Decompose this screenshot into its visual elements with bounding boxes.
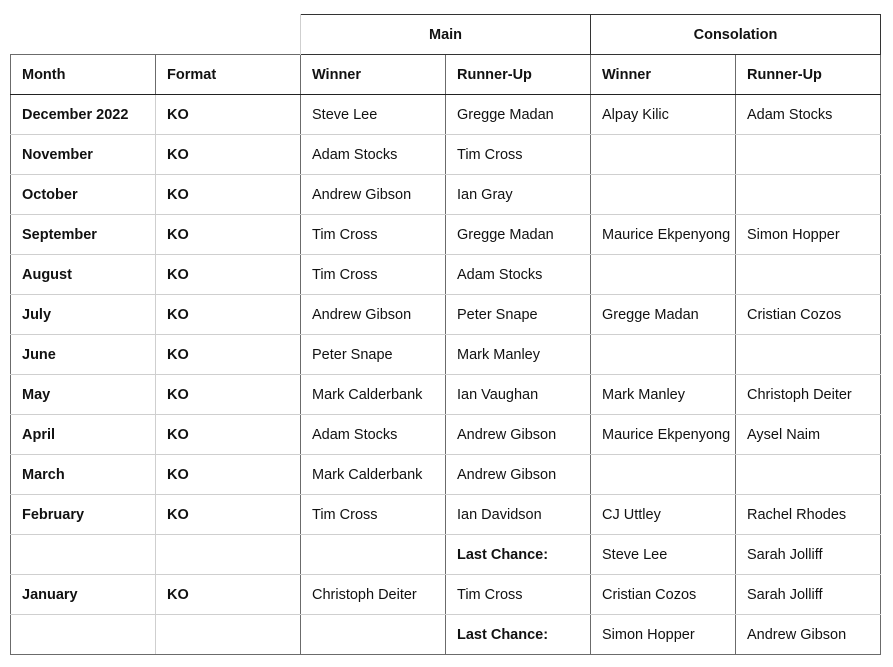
cell-main-runner-up: Peter Snape <box>446 295 591 335</box>
cell-main-winner: Andrew Gibson <box>301 295 446 335</box>
cell-consolation-winner <box>591 255 736 295</box>
last-chance-row <box>11 615 881 655</box>
cell-consolation-runner-up: Aysel Naim <box>736 415 881 455</box>
table-row <box>11 375 881 415</box>
cell-consolation-winner <box>591 335 736 375</box>
cell-consolation-runner-up: Christoph Deiter <box>736 375 881 415</box>
cell-consolation-runner-up: Sarah Jolliff <box>736 575 881 615</box>
table-row <box>11 335 881 375</box>
cell-main-runner-up: Last Chance: <box>446 615 591 655</box>
cell-format: KO <box>156 575 301 615</box>
cell-consolation-runner-up: Sarah Jolliff <box>736 535 881 575</box>
group-blank-cell <box>156 15 301 55</box>
cell-month <box>11 615 156 655</box>
table-row <box>11 575 881 615</box>
cell-consolation-runner-up: Cristian Cozos <box>736 295 881 335</box>
cell-format: KO <box>156 135 301 175</box>
cell-month: October <box>11 175 156 215</box>
cell-month: April <box>11 415 156 455</box>
results-table <box>10 14 881 655</box>
cell-main-runner-up: Tim Cross <box>446 135 591 175</box>
table-row <box>11 135 881 175</box>
cell-main-winner: Andrew Gibson <box>301 175 446 215</box>
cell-consolation-runner-up: Andrew Gibson <box>736 615 881 655</box>
cell-main-runner-up: Last Chance: <box>446 535 591 575</box>
cell-month: May <box>11 375 156 415</box>
cell-main-winner: Tim Cross <box>301 495 446 535</box>
cell-month: January <box>11 575 156 615</box>
cell-consolation-winner <box>591 455 736 495</box>
cell-main-winner: Steve Lee <box>301 95 446 135</box>
cell-consolation-winner: Steve Lee <box>591 535 736 575</box>
cell-consolation-winner: Maurice Ekpenyong <box>591 415 736 455</box>
group-header-row <box>11 15 881 55</box>
cell-month: December 2022 <box>11 95 156 135</box>
cell-consolation-runner-up <box>736 175 881 215</box>
cell-month: August <box>11 255 156 295</box>
cell-main-winner: Peter Snape <box>301 335 446 375</box>
cell-month: November <box>11 135 156 175</box>
group-consolation-header: Consolation <box>591 15 881 55</box>
header-month: Month <box>11 55 156 95</box>
cell-format: KO <box>156 215 301 255</box>
group-blank-cell <box>11 15 156 55</box>
cell-main-winner: Christoph Deiter <box>301 575 446 615</box>
cell-consolation-winner: CJ Uttley <box>591 495 736 535</box>
cell-month: March <box>11 455 156 495</box>
cell-main-winner: Mark Calderbank <box>301 455 446 495</box>
cell-consolation-runner-up <box>736 455 881 495</box>
table-row <box>11 215 881 255</box>
cell-consolation-winner: Gregge Madan <box>591 295 736 335</box>
cell-main-runner-up: Tim Cross <box>446 575 591 615</box>
header-consolation-winner: Winner <box>591 55 736 95</box>
cell-format: KO <box>156 335 301 375</box>
cell-main-runner-up: Gregge Madan <box>446 215 591 255</box>
cell-consolation-runner-up: Simon Hopper <box>736 215 881 255</box>
cell-consolation-winner: Alpay Kilic <box>591 95 736 135</box>
cell-main-runner-up: Ian Davidson <box>446 495 591 535</box>
cell-consolation-runner-up <box>736 135 881 175</box>
cell-consolation-runner-up <box>736 335 881 375</box>
table-row <box>11 495 881 535</box>
cell-main-runner-up: Ian Vaughan <box>446 375 591 415</box>
cell-format: KO <box>156 415 301 455</box>
header-format: Format <box>156 55 301 95</box>
cell-consolation-winner <box>591 175 736 215</box>
cell-format: KO <box>156 175 301 215</box>
cell-main-winner: Adam Stocks <box>301 415 446 455</box>
cell-main-winner: Adam Stocks <box>301 135 446 175</box>
group-main-header: Main <box>301 15 591 55</box>
cell-consolation-winner: Simon Hopper <box>591 615 736 655</box>
cell-consolation-runner-up: Adam Stocks <box>736 95 881 135</box>
cell-month: June <box>11 335 156 375</box>
cell-main-winner <box>301 535 446 575</box>
cell-main-runner-up: Gregge Madan <box>446 95 591 135</box>
cell-main-winner: Tim Cross <box>301 255 446 295</box>
cell-consolation-winner: Cristian Cozos <box>591 575 736 615</box>
cell-consolation-runner-up <box>736 255 881 295</box>
cell-main-winner: Tim Cross <box>301 215 446 255</box>
cell-main-winner: Mark Calderbank <box>301 375 446 415</box>
cell-month: September <box>11 215 156 255</box>
cell-month <box>11 535 156 575</box>
header-main-winner: Winner <box>301 55 446 95</box>
header-main-runner-up: Runner-Up <box>446 55 591 95</box>
table-row <box>11 415 881 455</box>
cell-format: KO <box>156 495 301 535</box>
cell-month: February <box>11 495 156 535</box>
table-row <box>11 255 881 295</box>
last-chance-row <box>11 535 881 575</box>
cell-format: KO <box>156 95 301 135</box>
cell-consolation-winner: Mark Manley <box>591 375 736 415</box>
cell-consolation-runner-up: Rachel Rhodes <box>736 495 881 535</box>
cell-consolation-winner: Maurice Ekpenyong <box>591 215 736 255</box>
cell-format <box>156 535 301 575</box>
cell-month: July <box>11 295 156 335</box>
cell-format: KO <box>156 455 301 495</box>
cell-format: KO <box>156 255 301 295</box>
cell-main-winner <box>301 615 446 655</box>
cell-main-runner-up: Ian Gray <box>446 175 591 215</box>
cell-main-runner-up: Andrew Gibson <box>446 455 591 495</box>
header-consolation-runner-up: Runner-Up <box>736 55 881 95</box>
cell-format: KO <box>156 295 301 335</box>
table-row <box>11 175 881 215</box>
cell-consolation-winner <box>591 135 736 175</box>
table-row <box>11 295 881 335</box>
table-row <box>11 95 881 135</box>
cell-main-runner-up: Andrew Gibson <box>446 415 591 455</box>
cell-format <box>156 615 301 655</box>
table-row <box>11 455 881 495</box>
column-header-row <box>11 55 881 95</box>
cell-main-runner-up: Adam Stocks <box>446 255 591 295</box>
cell-main-runner-up: Mark Manley <box>446 335 591 375</box>
cell-format: KO <box>156 375 301 415</box>
